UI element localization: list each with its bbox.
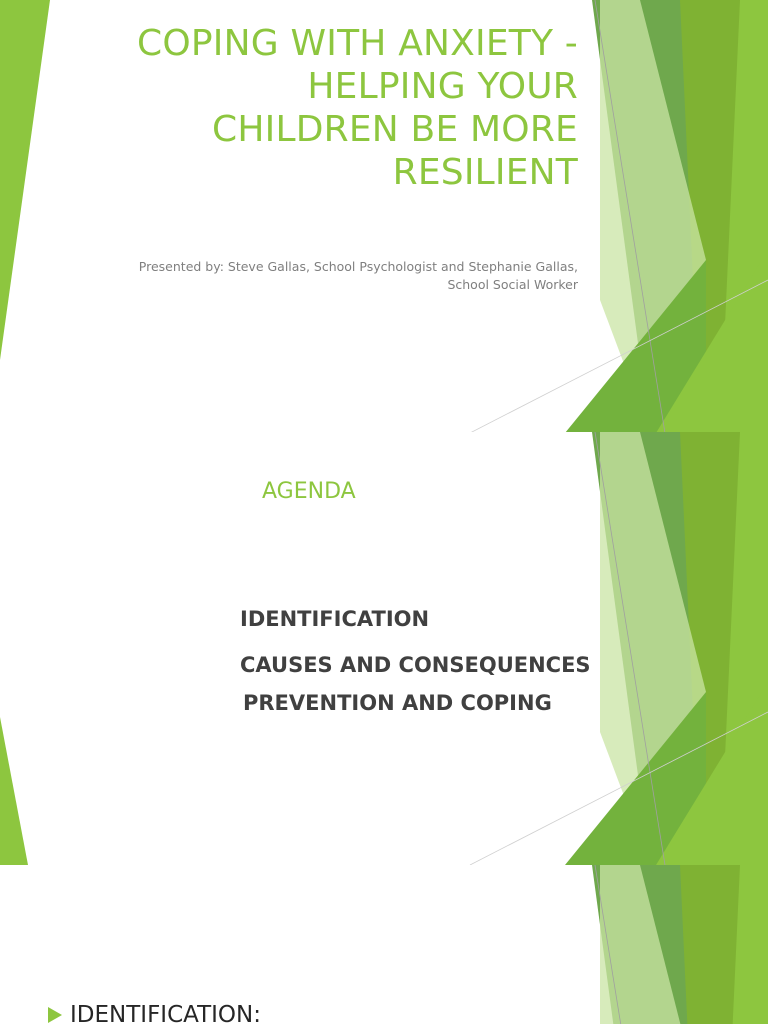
identification-bullet [48, 1001, 261, 1024]
subtitle-line: School Social Worker [447, 277, 578, 292]
agenda-slide [0, 432, 768, 865]
title-line: CHILDREN BE MORE [212, 109, 578, 150]
triangle-bullet-icon [48, 1007, 62, 1023]
agenda-item: IDENTIFICATION [240, 607, 430, 631]
left-green-sliver [0, 717, 28, 865]
title-line: RESILIENT [392, 152, 578, 193]
bullet-heading-text: IDENTIFICATION: [70, 1002, 261, 1024]
title-line: HELPING YOUR [307, 66, 578, 107]
left-green-sliver [0, 0, 50, 360]
title-line: COPING WITH ANXIETY - [137, 23, 578, 64]
agenda-heading: AGENDA [262, 479, 356, 504]
identification-slide [0, 865, 768, 1024]
presenters-subtitle [100, 258, 578, 294]
title-slide [0, 0, 768, 432]
agenda-item: PREVENTION AND COPING [243, 691, 552, 715]
agenda-item: CAUSES AND CONSEQUENCES [240, 653, 591, 677]
decorative-facets-left-right [0, 432, 768, 865]
presentation-title [90, 22, 578, 194]
subtitle-line: Presented by: Steve Gallas, School Psychologist and Stephanie Gallas, [138, 259, 578, 274]
